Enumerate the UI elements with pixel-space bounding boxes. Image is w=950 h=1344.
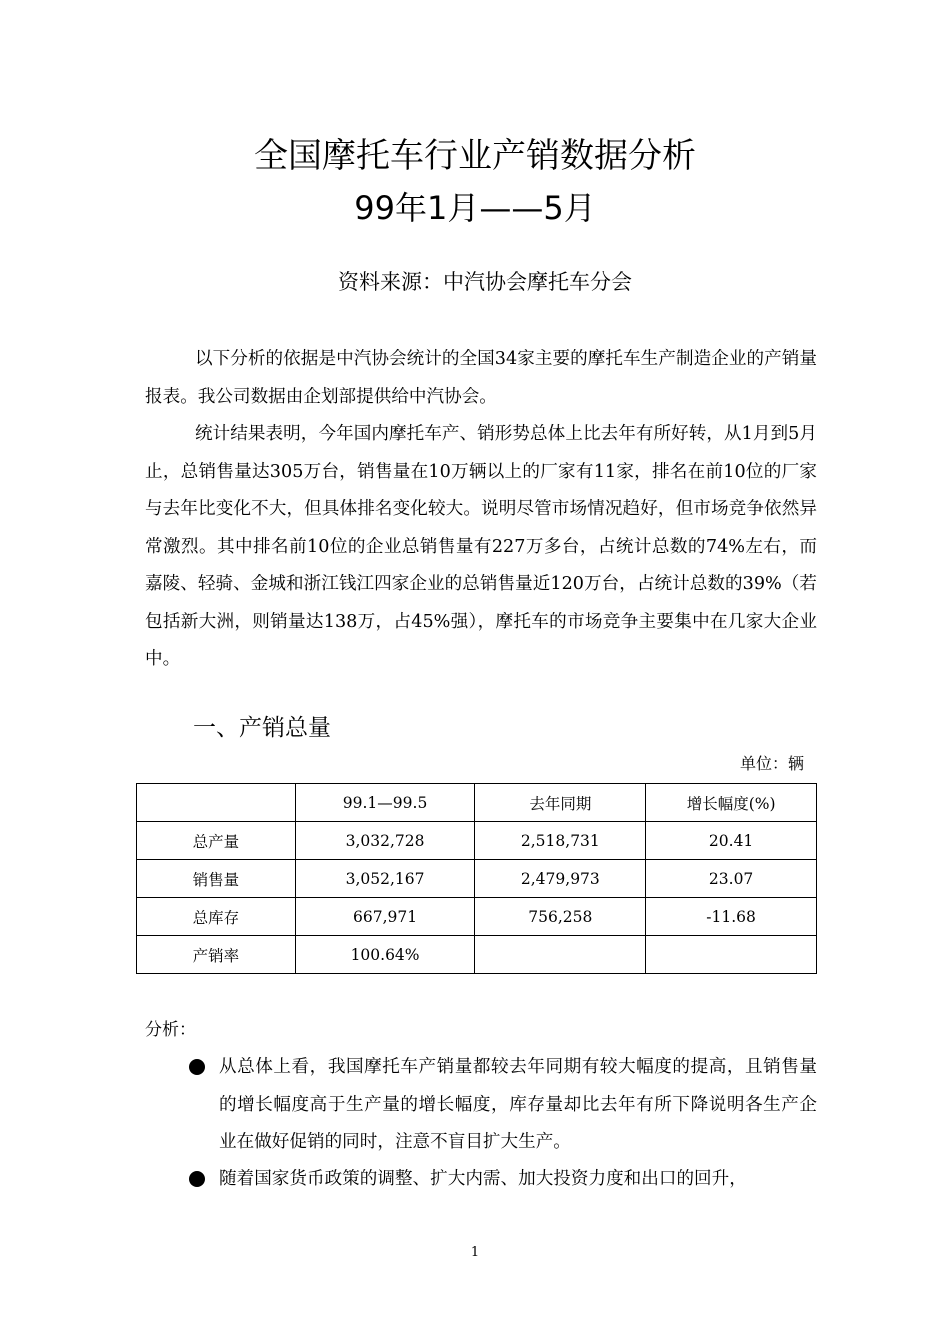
table-cell <box>646 936 817 974</box>
table-cell: 总产量 <box>137 822 296 860</box>
production-sales-table <box>136 783 817 974</box>
analysis-bullet-text: 从总体上看，我国摩托车产销量都较去年同期有较大幅度的提高，且销售量的增长幅度高于生产量的增长幅度，库存量却比去年有所下降说明各生产企业在做好促销的同时，注意不盲目扩大生产。 <box>219 1057 817 1152</box>
document-subtitle-period: 99年1月——5月 <box>354 189 596 227</box>
bullet-dot-icon <box>189 1171 205 1187</box>
table-header-row <box>137 784 817 822</box>
table-row <box>137 898 817 936</box>
table-cell: 产销率 <box>137 936 296 974</box>
table-row <box>137 936 817 974</box>
intro-paragraph-1: 以下分析的依据是中汽协会统计的全国34家主要的摩托车生产制造企业的产销量报表。我公司数据由企划部提供给中汽协会。 <box>145 349 817 407</box>
table-cell: 23.07 <box>646 860 817 898</box>
table-cell <box>475 936 646 974</box>
table-cell: 销售量 <box>137 860 296 898</box>
analysis-label: 分析： <box>145 1020 196 1040</box>
table-header-cell <box>137 784 296 822</box>
unit-label: 单位：辆 <box>739 754 804 773</box>
page-number: 1 <box>470 1245 480 1260</box>
analysis-bullet-item <box>185 1161 817 1199</box>
analysis-bullet-text: 随着国家货币政策的调整、扩大内需、加大投资力度和出口的回升， <box>219 1169 747 1189</box>
table-header-cell: 99.1—99.5 <box>295 784 475 822</box>
table-cell: 2,479,973 <box>475 860 646 898</box>
table-cell: 3,032,728 <box>295 822 475 860</box>
table-cell: 100.64% <box>295 936 475 974</box>
intro-paragraph-2: 统计结果表明，今年国内摩托车产、销形势总体上比去年有所好转，从1月到5月止，总销售量达305万台，销售量在10万辆以上的厂家有11家，排名在前10位的厂家与去年比变化不大，但具体排名变化较大。说明尽管市场情况趋好，但市场竞争依然异常激烈。其中排名前10位的企业总销售量有227万多台，占统计总数的74%左右，而嘉陵、轻骑、金城和浙江钱江四家企业的总销售量近120万台，占统计总数的39%（若包括新大洲，则销量达138万，占45%强），摩托车的市场竞争主要集中在几家大企业中。 <box>145 424 817 669</box>
section-heading-production-sales: 一、产销总量 <box>193 715 331 741</box>
table-cell: 总库存 <box>137 898 296 936</box>
table-header-cell: 增长幅度(%) <box>646 784 817 822</box>
table-cell: 20.41 <box>646 822 817 860</box>
table-row <box>137 822 817 860</box>
analysis-bullet-item <box>185 1049 817 1162</box>
table-cell: 3,052,167 <box>295 860 475 898</box>
bullet-dot-icon <box>189 1059 205 1075</box>
table-header-cell: 去年同期 <box>475 784 646 822</box>
table-row <box>137 860 817 898</box>
data-source-line: 资料来源：中汽协会摩托车分会 <box>338 270 632 294</box>
table-cell: -11.68 <box>646 898 817 936</box>
table-cell: 756,258 <box>475 898 646 936</box>
table-cell: 2,518,731 <box>475 822 646 860</box>
table-cell: 667,971 <box>295 898 475 936</box>
document-title: 全国摩托车行业产销数据分析 <box>254 136 696 176</box>
